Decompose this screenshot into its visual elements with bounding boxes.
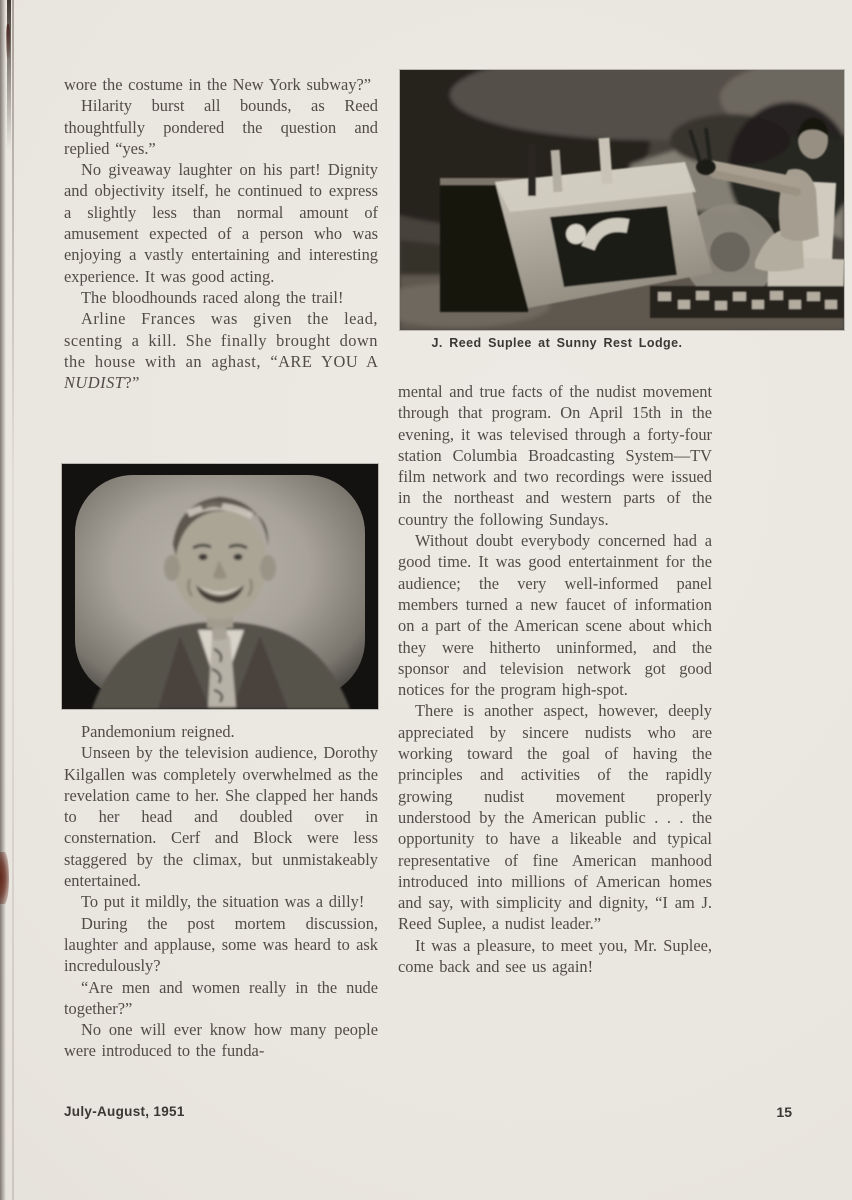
paragraph-fragment: ?” xyxy=(124,373,140,393)
tractor-photo xyxy=(400,70,844,330)
body-paragraph: It was a pleasure, to meet you, Mr. Suplee, come back and see us again! xyxy=(398,935,712,977)
footer-page-number: 15 xyxy=(776,1104,792,1120)
right-column xyxy=(398,381,712,977)
body-paragraph: Hilarity burst all bounds, as Reed thoughtfully pondered the question and replied “yes.” xyxy=(64,96,378,158)
paragraph-fragment: Arline Frances was given the lead, scenting a kill. She finally brought down the house with an aghast, “ARE YOU A xyxy=(64,309,378,371)
paragraph-fragment-italic: NUDIST xyxy=(64,373,125,393)
body-paragraph: Without doubt everybody concerned had a good time. It was good entertainment for the audience; the very well-informed panel members turned a new faucet of information on a part of the American scene about which they were hitherto uninformed, and the sponsor and television network got good notices for the program high-spot. xyxy=(398,531,712,700)
body-paragraph: The bloodhounds raced along the trail! xyxy=(81,287,344,307)
left-column-lower xyxy=(64,721,378,1062)
body-paragraph: Unseen by the television audience, Dorothy Kilgallen was completely overwhelmed as the revelation came to her. She clapped her hands to her head and doubled over in consternation. Cerf and Block were less staggered by the climax, but unmistakeably entertained. xyxy=(64,743,378,891)
footer-issue-date: July-August, 1951 xyxy=(64,1104,185,1119)
page-binding-shadow xyxy=(0,0,6,1200)
page-edge-mark xyxy=(7,0,11,150)
binding-red-mark xyxy=(0,852,9,904)
left-column-upper xyxy=(64,74,378,393)
body-paragraph: To put it mildly, the situation was a dilly! xyxy=(81,892,365,912)
tractor-photo-illustration xyxy=(400,70,844,330)
body-paragraph: No one will ever know how many people were introduced to the funda- xyxy=(64,1020,378,1061)
body-paragraph: There is another aspect, however, deeply appreciated by sincere nudists who are working toward the goal of having the principles and activities of the rapidly growing nudist movement properly understood by the American public . . . the opportunity to have a likeable and typical representative of fine American manhood introduced into millions of American homes and say, with simplicity and dignity, “I am J. Reed Suplee, a nudist leader.” xyxy=(398,701,712,934)
tv-photo-illustration xyxy=(62,464,378,709)
body-paragraph: Pandemonium reigned. xyxy=(81,722,235,741)
body-paragraph: wore the costume in the New York subway?” xyxy=(64,75,372,94)
binding-red-mark-small xyxy=(6,24,10,58)
body-paragraph: mental and true facts of the nudist movement through that program. On April 15th in the evening, it was televised through a forty-four station Columbia Broadcasting System—TV film network and two recordings were issued in the northeast and western parts of the country the following Sundays. xyxy=(398,382,712,529)
body-paragraph: “Are men and women really in the nude together?” xyxy=(64,977,378,1018)
photo-caption: J. Reed Suplee at Sunny Rest Lodge. xyxy=(431,336,683,350)
body-paragraph xyxy=(64,308,378,393)
tv-screen-photo xyxy=(62,464,378,709)
body-paragraph: No giveaway laughter on his part! Dignity and objectivity itself, he continued to express a slightly less than normal amount of amusement expected of a person who was enjoying a vastly entertaining and interesting experience. It was good acting. xyxy=(64,160,378,286)
body-paragraph: During the post mortem discussion, laughter and applause, some was heard to ask incredulously? xyxy=(64,913,378,976)
page-crease xyxy=(12,0,14,1200)
